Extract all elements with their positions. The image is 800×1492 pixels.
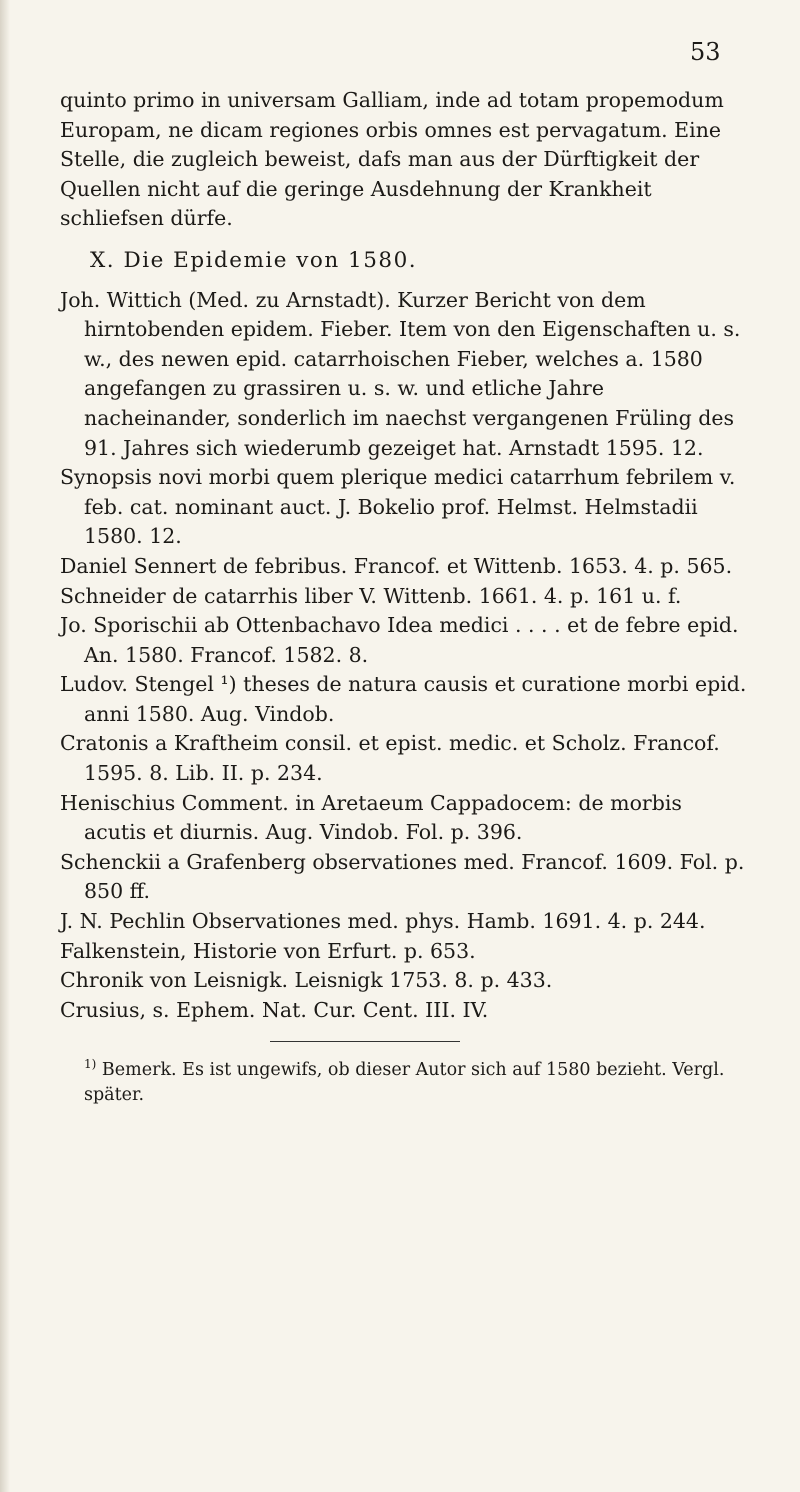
section-heading: X. Die Epidemie von 1580. xyxy=(90,247,418,273)
intro-paragraph: quinto primo in universam Galliam, inde ad totam propemodum Europam, ne dicam regiones orbis omnes est pervagatum. Eine Stelle, die zugleich beweist, dafs man aus der Dürftigkeit der Quellen nicht auf die geringe Ausdehnung der Krankheit schliefsen dürfe. xyxy=(60,88,724,231)
bibliography-entry: Ludov. Stengel ¹) theses de natura causis et curatione morbi epid. anni 1580. Aug. Vindob. xyxy=(60,672,747,726)
footnote-mark: 1) xyxy=(84,1057,97,1072)
bibliography-entry: Chronik von Leisnigk. Leisnigk 1753. 8. p. 433. xyxy=(60,968,553,993)
bibliography-entry: Henischius Comment. in Aretaeum Cappadocem: de morbis acutis et diurnis. Aug. Vindob. Fol. p. 396. xyxy=(60,790,682,845)
page-number: 53 xyxy=(690,38,721,66)
bibliography-entry: Daniel Sennert de febribus. Francof. et Wittenb. 1653. 4. p. 565. xyxy=(60,553,733,578)
bibliography-list xyxy=(60,286,750,1026)
footnote-text: Bemerk. Es ist ungewifs, ob dieser Autor sich auf 1580 bezieht. Vergl. später. xyxy=(84,1060,725,1106)
bibliography-entry: Synopsis novi morbi quem plerique medici catarrhum febrilem v. feb. cat. nominant auct. J. Bokelio prof. Helmst. Helmstadii 1580. 12. xyxy=(60,465,736,549)
bibliography-entry: Cratonis a Kraftheim consil. et epist. medic. et Scholz. Francof. 1595. 8. Lib. II. p. 234. xyxy=(60,731,720,786)
footnote-divider xyxy=(270,1041,460,1042)
page-body xyxy=(60,86,750,1108)
bibliography-entry: J. N. Pechlin Observationes med. phys. Hamb. 1691. 4. p. 244. xyxy=(60,909,706,934)
footnote xyxy=(60,1052,750,1108)
bibliography-entry: Falkenstein, Historie von Erfurt. p. 653. xyxy=(60,938,476,963)
page-edge xyxy=(0,0,10,1492)
bibliography-entry: Jo. Sporischii ab Ottenbachavo Idea medici . . . . et de febre epid. An. 1580. Francof. 1582. 8. xyxy=(60,613,739,667)
bibliography-entry: Schneider de catarrhis liber V. Wittenb. 1661. 4. p. 161 u. f. xyxy=(60,583,682,608)
bibliography-entry: Crusius, s. Ephem. Nat. Cur. Cent. III. IV. xyxy=(60,997,489,1022)
bibliography-entry: Schenckii a Grafenberg observationes med. Francof. 1609. Fol. p. 850 ff. xyxy=(60,849,745,904)
bibliography-entry: Joh. Wittich (Med. zu Arnstadt). Kurzer Bericht von dem hirntobenden epidem. Fieber. Item von den Eigenschaften u. s. w., des newen epid. catarrhoischen Fieber, welches a. 1580 angefangen zu grassiren u. s. w. und etliche Jahre nacheinander, sonderlich im naechst vergangenen Früling des 91. Jahres sich wiederumb gezeiget hat. Arnstadt 1595. 12. xyxy=(60,287,741,460)
